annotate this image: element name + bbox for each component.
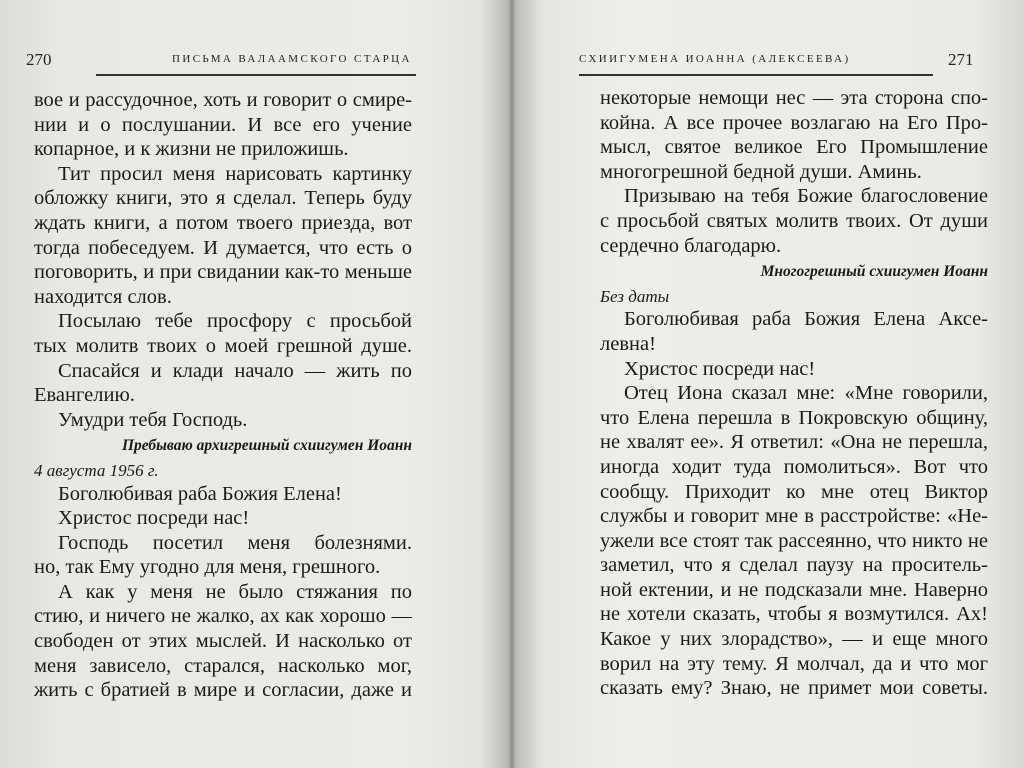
text-line: Умудри тебя Господь. bbox=[58, 408, 248, 431]
running-head: ПИСЬМА ВАЛААМСКОГО СТАРЦА bbox=[172, 53, 412, 65]
running-head: СХИИГУМЕНА ИОАННА (АЛЕКСЕЕВА) bbox=[579, 53, 851, 65]
text-line: тых молитв твоих о моей грешной душе. bbox=[34, 334, 412, 357]
text-line: заметил, что я сделал паузу на проситель- bbox=[600, 554, 988, 577]
left-page bbox=[0, 0, 508, 768]
text-line: ужели все стоят так рассеянно, что никто не bbox=[600, 529, 988, 552]
text-line: 4 августа 1956 г. bbox=[34, 460, 159, 480]
text-line: копарное, и к жизни не приложишь. bbox=[34, 138, 349, 161]
text-line: что Елена перешла в Покровскую общину, bbox=[600, 406, 988, 429]
page-body-text bbox=[34, 88, 412, 703]
text-line: нии и о послушании. И все его учение bbox=[34, 113, 412, 136]
text-line: Призываю на тебя Божие благословение bbox=[624, 185, 988, 208]
page-body-text bbox=[600, 86, 988, 701]
text-line: левна! bbox=[600, 332, 656, 355]
text-line: службы и говорит мне в расстройстве: «Не- bbox=[600, 505, 988, 528]
text-line: Господь посетил меня болезнями. bbox=[58, 531, 412, 554]
text-line: вое и рассудочное, хоть и говорит о смире- bbox=[34, 89, 412, 111]
text-line: ной ектении, и не подсказали мне. Наверно bbox=[600, 578, 988, 601]
header-rule bbox=[96, 74, 416, 76]
text-line: Христос посреди нас! bbox=[624, 357, 816, 380]
text-line: находится слов. bbox=[34, 285, 172, 308]
text-line: сказать ему? Знаю, не примет мои советы. bbox=[600, 677, 988, 700]
text-line: стию, и ничего не жалко, ах как хорошо — bbox=[34, 605, 412, 628]
text-line: сообщу. Приходит ко мне отец Виктор bbox=[600, 480, 988, 503]
text-line: Боголюбивая раба Божия Елена Аксе- bbox=[624, 308, 988, 331]
text-line: мысл, святое великое Его Промышление bbox=[600, 136, 988, 159]
text-line: не хотели сказать, чтобы я возмутился. Ах! bbox=[600, 603, 988, 626]
right-page bbox=[512, 0, 1024, 768]
text-line: сердечно благодарю. bbox=[600, 234, 782, 257]
text-line: Многогрешный схиигумен Иоанн bbox=[760, 263, 988, 281]
text-line: койна. А все прочее возлагаю на Его Про- bbox=[600, 111, 988, 134]
text-line: свободен от этих мыслей. И насколько от bbox=[34, 630, 412, 653]
text-line: обложку книги, это я сделал. Теперь буду bbox=[34, 187, 412, 210]
text-line: ворил на эту тему. Я молчал, да и что мог bbox=[600, 652, 988, 675]
text-line: не хвалят ее». Я ответил: «Она не перешла, bbox=[600, 431, 988, 454]
text-line: Пребываю архигрешный схиигумен Иоанн bbox=[121, 437, 412, 455]
text-line: Христос посреди нас! bbox=[58, 507, 250, 530]
text-line: жить с братией в мире и согласии, даже и bbox=[34, 679, 412, 702]
text-line: Спасайся и клади начало — жить по bbox=[58, 359, 412, 382]
header-rule bbox=[579, 74, 933, 76]
text-line: А как у меня не было стяжания по bbox=[58, 580, 412, 603]
text-line: Евангелию. bbox=[34, 384, 135, 407]
text-line: Тит просил меня нарисовать картинку bbox=[58, 162, 412, 185]
text-line: некоторые немощи нес — эта сторона спо- bbox=[600, 87, 988, 109]
text-line: Отец Иона сказал мне: «Мне говорили, bbox=[624, 382, 988, 405]
text-line: но, так Ему угодно для меня, грешного. bbox=[34, 556, 381, 579]
page-number: 270 bbox=[26, 50, 52, 69]
page-number: 271 bbox=[948, 50, 974, 69]
text-line: иногда ходит туда помолиться». Вот что bbox=[600, 455, 988, 478]
text-line: тогда побеседуем. И думается, что есть о bbox=[34, 236, 412, 259]
text-line: поговорить, и при свидании как-то меньше bbox=[34, 261, 412, 284]
text-line: Боголюбивая раба Божия Елена! bbox=[58, 482, 342, 505]
text-line: Без даты bbox=[600, 286, 670, 306]
text-line: многогрешной бедной души. Аминь. bbox=[600, 160, 922, 183]
text-line: Посылаю тебе просфору с просьбой bbox=[58, 310, 412, 333]
text-line: меня зависело, старался, насколько мог, bbox=[34, 654, 412, 677]
text-line: Какое у них злорадство», — и еще много bbox=[600, 628, 988, 651]
text-line: с просьбой святых молитв твоих. От души bbox=[600, 209, 988, 232]
text-line: ждать книги, а потом твоего приезда, вот bbox=[34, 211, 412, 234]
